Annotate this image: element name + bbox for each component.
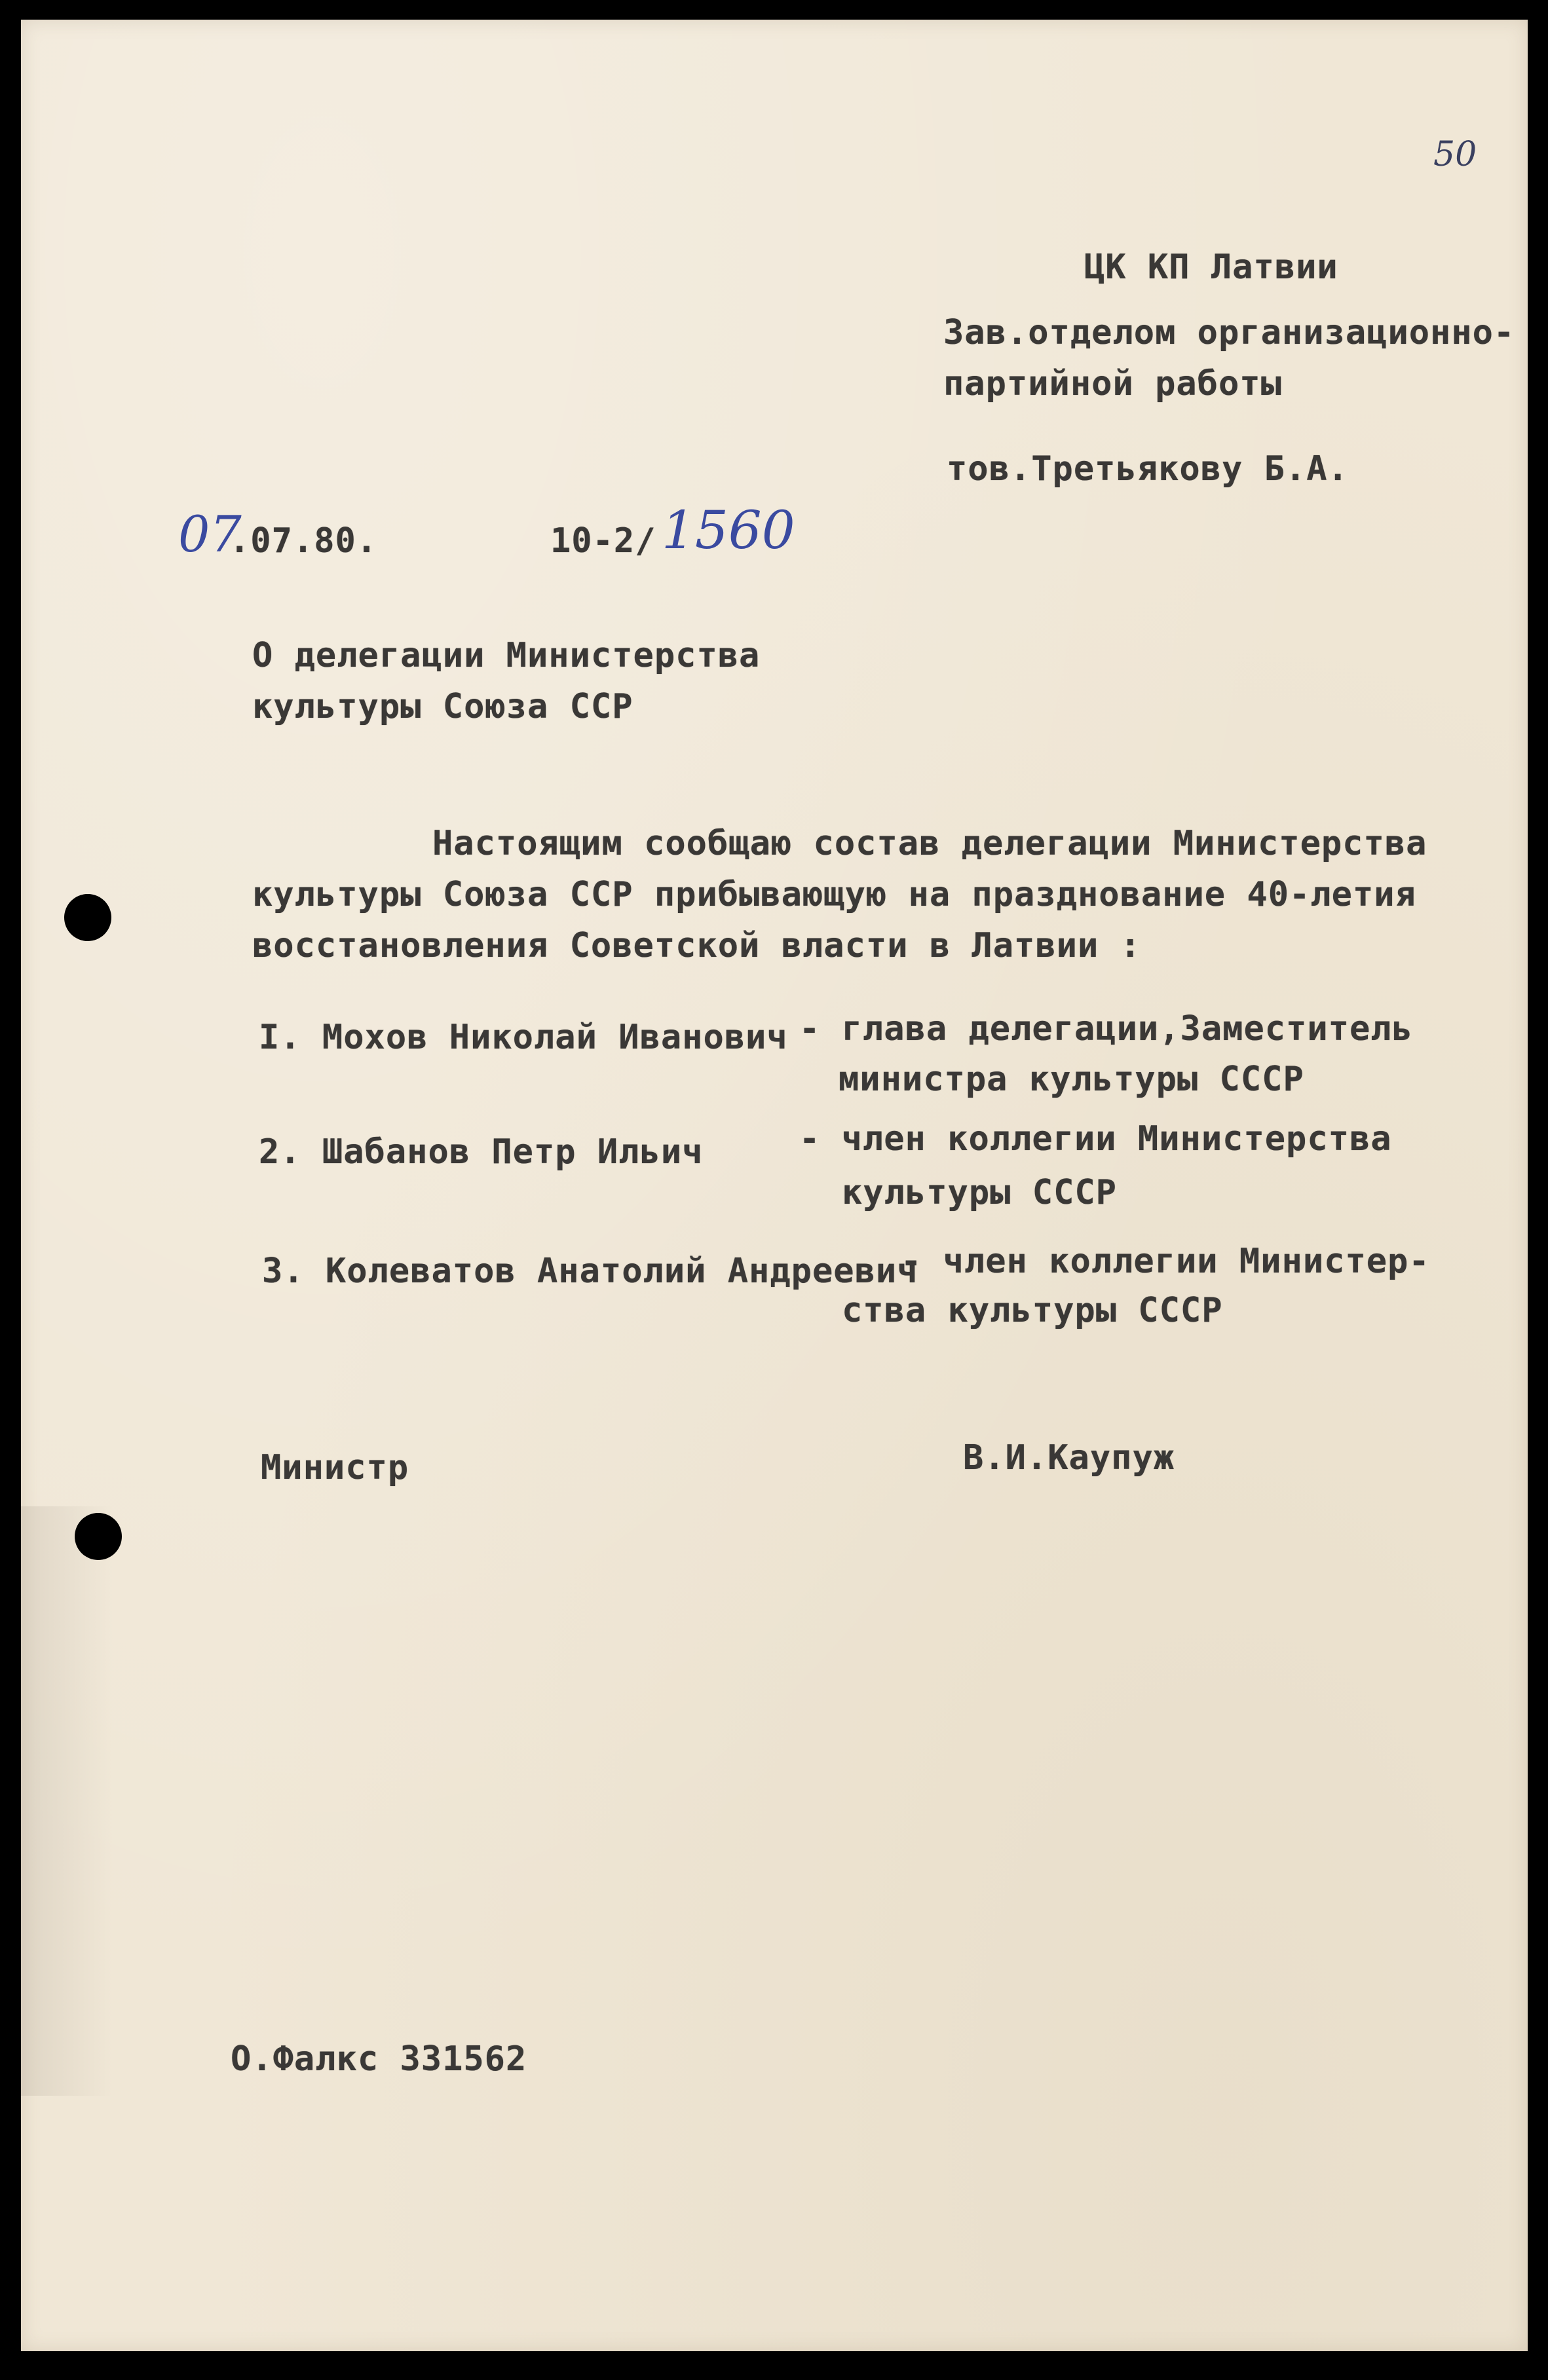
- date-handwritten: 07: [178, 505, 242, 563]
- document-page: [21, 20, 1528, 2351]
- addressee-position-line2: партийной работы: [943, 364, 1282, 403]
- addressee-name: тов.Третьякову Б.А.: [947, 449, 1349, 489]
- punch-hole-bottom: [75, 1513, 122, 1560]
- intro-line2: культуры Союза ССР прибывающую на празднование 40-летия: [252, 875, 1416, 914]
- member-2-role-line2: культуры СССР: [842, 1173, 1117, 1212]
- addressee-org: ЦК КП Латвии: [1084, 248, 1338, 287]
- member-2-label: 2. Шабанов Петр Ильич: [259, 1132, 704, 1172]
- intro-line3: восстановления Советской власти в Латвии :: [252, 926, 1141, 965]
- subject-line1: О делегации Министерства: [252, 636, 761, 675]
- signature-name: В.И.Каупуж: [963, 1438, 1175, 1478]
- punch-hole-top: [64, 894, 111, 941]
- member-3-label: 3. Колеватов Анатолий Андреевич: [262, 1252, 918, 1291]
- addressee-position-line1: Зав.отделом организационно-: [943, 313, 1515, 352]
- member-1-label: I. Мохов Николай Иванович: [259, 1018, 788, 1057]
- intro-line1: Настоящим сообщаю состав делегации Министерства: [432, 824, 1427, 863]
- member-3-role-line2: ства культуры СССР: [842, 1291, 1223, 1330]
- reference-typed: 10-2/: [550, 521, 656, 561]
- paper-edge-wear: [21, 1506, 113, 2096]
- page-number: 50: [1433, 135, 1477, 174]
- date-typed: .07.80.: [229, 521, 378, 561]
- subject-line2: культуры Союза ССР: [252, 687, 633, 726]
- signature-title: Министр: [261, 1448, 409, 1487]
- member-1-role-line1: - глава делегации,Заместитель: [799, 1009, 1413, 1049]
- member-3-role-line1: - член коллегии Министер-: [901, 1242, 1430, 1281]
- reference-handwritten: 1560: [662, 500, 795, 561]
- member-1-role-line2: министра культуры СССР: [839, 1060, 1304, 1099]
- footer-executor: О.Фалкс 331562: [231, 2039, 527, 2079]
- member-2-role-line1: - член коллегии Министерства: [799, 1119, 1392, 1159]
